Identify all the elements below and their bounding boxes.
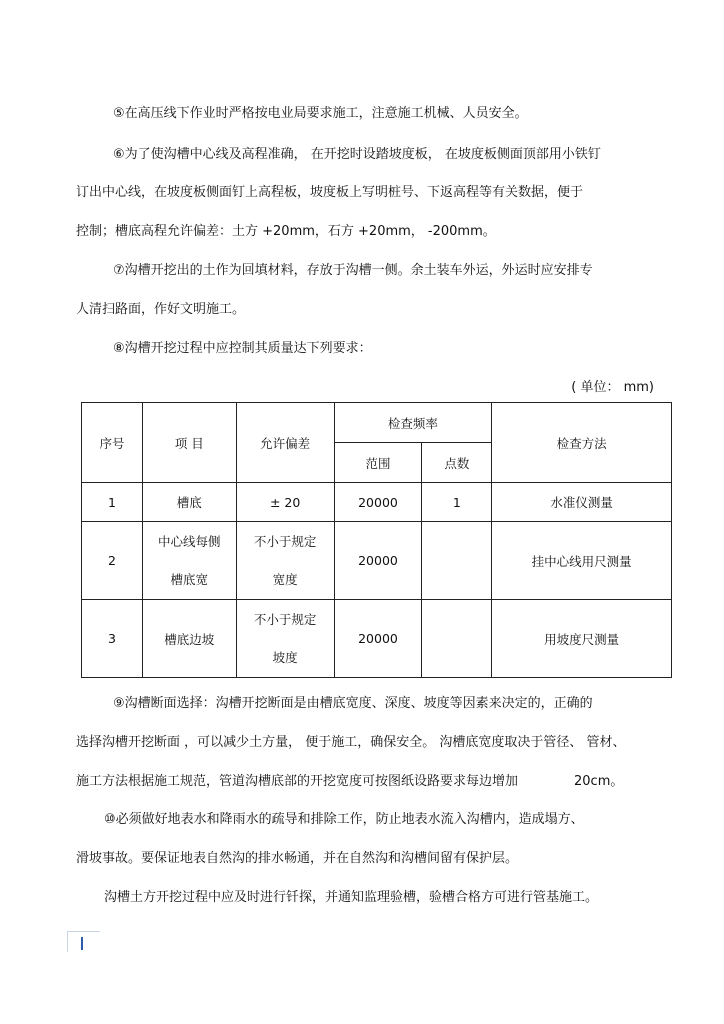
row-seq: 3 — [82, 600, 143, 678]
quality-requirements-table — [81, 402, 672, 678]
paragraph-6-line-1: ⑥为了使沟槽中心线及高程准确， 在开挖时设踏坡度板， 在坡度板侧面顶部用小铁钉 — [113, 147, 601, 162]
row-points: 1 — [422, 483, 492, 522]
row-points — [422, 600, 492, 678]
row-seq: 1 — [82, 483, 143, 522]
row-seq: 2 — [82, 522, 143, 600]
row-item: 槽底边坡 — [142, 600, 236, 678]
row-range: 20000 — [334, 600, 422, 678]
table-row — [82, 600, 672, 678]
header-seq: 序号 — [82, 403, 143, 483]
paragraph-5: ⑤在高压线下作业时严格按电业局要求施工，注意施工机械、人员安全。 — [113, 106, 528, 121]
paragraph-9-line-3-value: 20cm。 — [574, 774, 624, 789]
page-marker — [67, 931, 100, 952]
row-tolerance-line-1: 不小于规定 — [253, 533, 317, 549]
paragraph-11: 沟槽土方开挖过程中应及时进行钎探，并通知监理验槽，验槽合格方可进行管基施工。 — [104, 890, 599, 905]
row-tolerance — [236, 600, 334, 678]
header-frequency: 检查频率 — [334, 403, 492, 443]
paragraph-6-line-3: 控制；槽底高程允许偏差：土方 +20mm，石方 +20mm， -200mm。 — [76, 224, 496, 239]
row-item — [142, 522, 236, 600]
paragraph-10-line-2: 滑坡事故。要保证地表自然沟的排水畅通，并在自然沟和沟槽间留有保护层。 — [76, 851, 519, 866]
paragraph-7-line-2: 人清扫路面，作好文明施工。 — [76, 302, 246, 317]
page-marker-bar — [81, 937, 83, 950]
row-item-line-1: 中心线每侧 — [158, 533, 221, 549]
row-points — [422, 522, 492, 600]
header-range: 范围 — [334, 443, 422, 483]
header-method: 检查方法 — [492, 403, 672, 483]
table-row — [82, 522, 672, 600]
row-item-line-2: 槽底宽 — [170, 571, 209, 587]
row-tolerance-line-2: 坡度 — [272, 649, 298, 665]
paragraph-8: ⑧沟槽开挖过程中应控制其质量达下列要求： — [113, 341, 372, 356]
row-method: 挂中心线用尺测量 — [492, 522, 672, 600]
header-item: 项 目 — [142, 403, 236, 483]
table-row — [82, 483, 672, 522]
paragraph-6-line-2: 订出中心线，在坡度板侧面钉上高程板，坡度板上写明桩号、下返高程等有关数据，便于 — [76, 185, 584, 200]
row-item: 槽底 — [142, 483, 236, 522]
header-tolerance: 允许偏差 — [236, 403, 334, 483]
row-tolerance — [236, 522, 334, 600]
row-range: 20000 — [334, 483, 422, 522]
paragraph-9-line-1: ⑨沟槽断面选择：沟槽开挖断面是由槽底宽度、深度、坡度等因素来决定的，正确的 — [113, 696, 593, 711]
row-tolerance-line-2: 宽度 — [272, 571, 298, 587]
paragraph-7-line-1: ⑦沟槽开挖出的土作为回填材料，存放于沟槽一侧。余土装车外运，外运时应安排专 — [113, 263, 593, 278]
row-tolerance-line-1: 不小于规定 — [253, 611, 317, 627]
row-method: 水准仪测量 — [492, 483, 672, 522]
paragraph-9-line-2: 选择沟槽开挖断面 ，可以减少土方量， 便于施工，确保安全。 沟槽底宽度取决于管径、 管材、 — [76, 735, 626, 750]
header-points: 点数 — [422, 443, 492, 483]
paragraph-10-line-1: ⑩必须做好地表水和降雨水的疏导和排除工作，防止地表水流入沟槽内，造成塌方、 — [104, 812, 584, 827]
unit-label: ( 单位： mm) — [571, 380, 654, 395]
row-tolerance: ± 20 — [236, 483, 334, 522]
row-range: 20000 — [334, 522, 422, 600]
paragraph-9-line-3: 施工方法根据施工规范，管道沟槽底部的开挖宽度可按图纸设路要求每边增加 — [76, 774, 519, 789]
row-method: 用坡度尺测量 — [492, 600, 672, 678]
